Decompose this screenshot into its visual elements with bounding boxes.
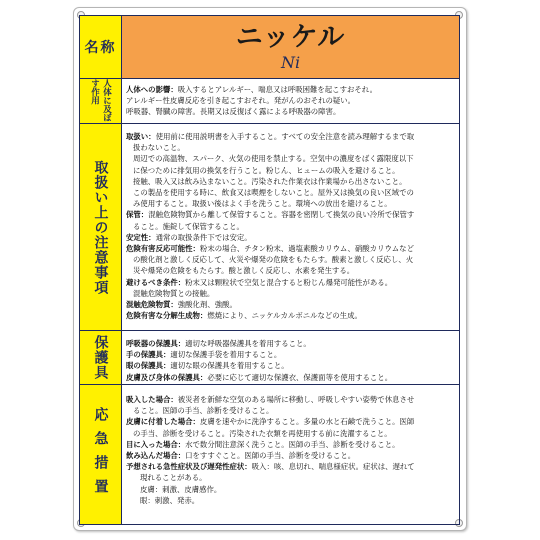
firstaid-label: [80, 385, 122, 524]
line-text: この製品を使用する時に、飲食又は喫煙をしないこと。屋外又は換気の良い区域での: [133, 188, 414, 198]
page-title: ニッケル: [235, 21, 346, 53]
line-text: 皮膚を速やかに洗浄すること。多量の水と石鹸で洗うこと。医師: [199, 417, 415, 427]
line-heading: 混触危険物質：: [126, 300, 178, 310]
line-text: アレルギー性皮膚反応を引き起こすおそれ。発がんのおそれの疑い。: [126, 96, 356, 106]
line-text: に保つために排気用の換気を行うこと。粉じん、ヒュームの吸入を避けること。: [133, 165, 400, 175]
line-heading: 皮膚に付着した場合：: [126, 417, 200, 427]
line-text: 水で数分間注意深く洗うこと。医師の手当、診断を受けること。: [185, 439, 400, 449]
line-text: 燃焼により、ニッケルカルボニルなどの生成。: [207, 311, 362, 321]
line-text: 適切な保護手袋を着用すること。: [170, 350, 282, 360]
name-label: [80, 16, 122, 78]
title-cell: [122, 16, 459, 78]
line-heading: 吸入した場合：: [126, 395, 178, 404]
line-heading: 皮膚及び身体の保護具：: [126, 372, 208, 382]
line-heading: 呼吸器の保護具：: [126, 339, 186, 348]
text-line: [126, 349, 455, 360]
row-divider: [80, 384, 459, 385]
text-line: [126, 495, 455, 506]
text-line: [126, 416, 455, 427]
line-heading: 安定性：: [126, 232, 156, 242]
line-text: ること。施錠して保管すること。: [133, 221, 244, 231]
text-line: [126, 153, 455, 164]
text-line: [126, 372, 455, 383]
line-text: 現れることがある。: [140, 473, 207, 483]
line-heading: 危険有害反応可能性：: [126, 244, 200, 254]
text-line: [126, 338, 455, 349]
protection-section: [126, 338, 455, 383]
line-text: 眼：刺激、発赤。: [140, 495, 200, 505]
line-text: 混触危険物質との接触。: [133, 288, 215, 298]
line-text: 吸入：咳、息切れ、喘息様症状。症状は、遅れて: [251, 462, 415, 472]
text-line: [126, 176, 455, 187]
line-heading: 目に入った場合：: [126, 439, 186, 449]
line-heading: 取扱い：: [126, 132, 156, 141]
text-line: [126, 106, 455, 117]
line-heading: 避けるべき条件：: [126, 277, 186, 287]
row-divider: [80, 78, 459, 79]
effects-section: [126, 84, 455, 118]
line-text: 接触、吸入又は飲み込まないこと。汚染された作業衣は作業場から出さないこと。: [133, 176, 407, 186]
chemical-formula: Ni: [280, 52, 301, 72]
line-text: 災や爆発の危険をもたらす。酸と激しく反応し、水素を発生する。: [133, 266, 355, 276]
text-line: [126, 221, 455, 232]
text-line: [126, 439, 455, 450]
text-line: [126, 277, 455, 288]
effects-label: [80, 79, 122, 123]
line-heading: 人体への影響：: [126, 85, 178, 94]
text-line: [126, 254, 455, 265]
line-text: 強酸化剤、強酸。: [177, 300, 237, 310]
firstaid-label-text: 応急措置: [92, 406, 109, 503]
text-line: [126, 472, 455, 483]
handling-label: [80, 124, 122, 330]
text-line: [126, 484, 455, 495]
line-heading: 危険有害な分解生成物：: [126, 311, 208, 321]
text-line: [126, 142, 455, 153]
line-text: の手当、診断を受けること。汚染された衣類を再使用する前に洗濯すること。: [133, 428, 392, 438]
line-text: ること。医師の手当、診断を受けること。: [133, 406, 274, 416]
line-text: 吸入するとアレルギー、喘息又は呼吸困難を起こすおそれ。: [177, 85, 377, 94]
text-line: [126, 243, 455, 254]
text-line: [126, 461, 455, 472]
text-line: [126, 405, 455, 416]
text-line: [126, 198, 455, 209]
handling-section: [126, 131, 455, 321]
line-text: 扱わないこと。: [133, 143, 185, 153]
text-line: [126, 95, 455, 106]
line-text: の酸化剤と激しく反応して、火災や爆発の危険をもたらす。酸素と激しく反応し、火: [133, 255, 414, 265]
line-heading: 飲み込んだ場合：: [126, 451, 186, 461]
text-line: [126, 299, 455, 310]
line-text: 適切な呼吸器保護具を着用すること。: [185, 339, 311, 348]
line-heading: 予想される急性症状及び遅発性症状：: [126, 462, 252, 472]
handling-label-text: 取扱い上の注意事項: [92, 159, 109, 295]
text-line: [126, 450, 455, 461]
line-text: 混触危険物質から離して保管すること。容器を密閉して換気の良い冷所で保管す: [148, 210, 415, 220]
text-line: [126, 131, 455, 142]
text-line: [126, 428, 455, 439]
text-line: [126, 265, 455, 276]
line-text: 使用前に使用説明書を入手すること。すべての安全注意を読み理解するまで取: [155, 132, 415, 141]
text-line: [126, 310, 455, 321]
effects-label-text: 人体に及ぼす作用: [89, 79, 112, 122]
text-line: [126, 84, 455, 95]
line-text: み使用すること。取扱い後はよく手を洗うこと。環境への放出を避けること。: [133, 199, 392, 209]
text-line: [126, 288, 455, 299]
row-divider: [80, 123, 459, 124]
text-line: [126, 360, 455, 371]
text-line: [126, 187, 455, 198]
row-divider: [80, 330, 459, 331]
line-text: 適切な眼の保護具を着用すること。: [170, 361, 289, 371]
line-heading: 保管：: [126, 210, 149, 220]
line-heading: 手の保護具：: [126, 350, 171, 360]
firstaid-section: [126, 394, 455, 506]
sign-sheet: [79, 15, 460, 525]
text-line: [126, 165, 455, 176]
text-line: [126, 394, 455, 405]
line-text: 粉末又は顆粒状で空気と混合すると粉じん爆発可能性がある。: [185, 277, 393, 287]
text-line: [126, 209, 455, 220]
line-text: 通常の取扱条件下では安定。: [155, 232, 252, 242]
line-heading: 眼の保護具：: [126, 361, 171, 371]
name-label-text: 名称: [84, 40, 117, 56]
protection-label-text: 保護具: [92, 335, 109, 380]
line-text: 呼吸器、腎臓の障害。長期又は反復ばく露による呼吸器の障害。: [126, 107, 341, 117]
text-line: [126, 232, 455, 243]
line-text: 口をすすぐこと。医師の手当、診断を受けること。: [185, 451, 356, 461]
line-text: 周辺での高温物、スパーク、火気の使用を禁止する。空気中の濃度をばく露限度以下: [133, 154, 414, 164]
line-text: 必要に応じて適切な保護衣、保護面等を使用すること。: [207, 372, 393, 382]
protection-label: [80, 331, 122, 384]
line-text: 被災者を新鮮な空気のある場所に移動し、呼吸しやすい姿勢で休息させ: [177, 395, 415, 404]
line-text: 皮膚：刺激、皮膚感作。: [140, 484, 222, 494]
line-text: 粉末の場合、チタン粉末、過塩素酸カリウム、硝酸カリウムなど: [199, 244, 414, 254]
